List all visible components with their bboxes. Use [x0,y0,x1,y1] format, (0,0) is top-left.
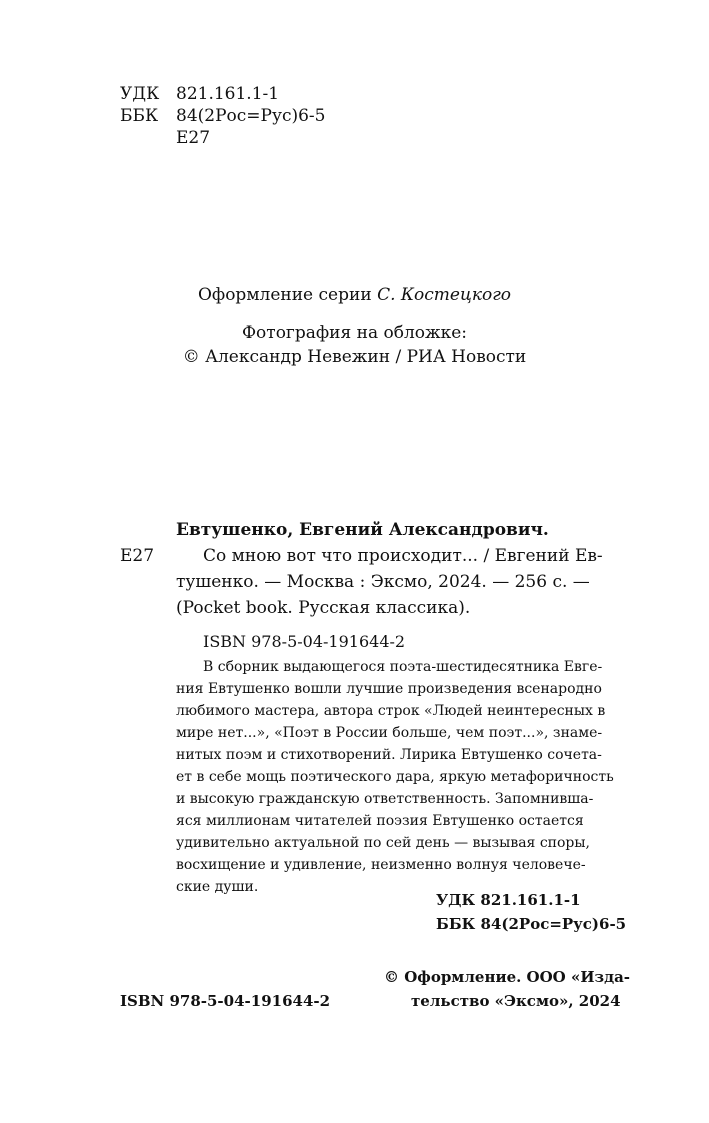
annotation-line-3: любимого мастера, автора строк «Людей неинтересных в [176,703,606,719]
annotation-line-4: мире нет...», «Поэт в России больше, чем поэт...», знаме- [176,725,603,741]
series-design-prefix: Оформление серии [197,285,378,305]
udk-value: 821.161.1-1 [176,84,280,104]
entry-code: Е27 [120,546,155,566]
entry-line-2: тушенко. — Москва : Эксмо, 2024. — 256 с. — [176,572,590,592]
entry-line-1: Со мною вот что происходит... / Евгений Ев- [203,546,603,566]
annotation-line-8: яся миллионам читателей поэзия Евтушенко остается [176,813,584,829]
copyright-line-1: © Оформление. ООО «Изда- [384,968,631,986]
annotation-line-9: удивительно актуальной по сей день — вызывая споры, [176,835,590,851]
cover-photo-label: Фотография на обложке: [241,323,468,343]
bottom-bbk: ББК 84(2Рос=Рус)6-5 [436,915,627,933]
udk-row [120,83,279,105]
bbk-label: ББК [120,106,159,126]
annotation-line-1: В сборник выдающегося поэта-шестидесятника Евге- [203,659,603,675]
annotation-line-10: восхищение и удивление, неизменно волнуя человече- [176,857,586,873]
author-mark-row [120,127,210,149]
bottom-udk: УДК 821.161.1-1 [436,891,581,909]
copyright-line-2: тельство «Эксмо», 2024 [411,992,621,1010]
author-mark: Е27 [176,128,211,148]
bbk-row [120,105,326,127]
bottom-isbn: ISBN 978-5-04-191644-2 [120,992,331,1010]
series-designer: С. Костецкого [377,285,512,305]
annotation-line-5: нитых поэм и стихотворений. Лирика Евтушенко сочета- [176,747,602,763]
entry-author: Евтушенко, Евгений Александрович. [176,520,549,540]
udk-label: УДК [120,84,160,104]
annotation-line-6: ет в себе мощь поэтического дара, яркую метафоричность [176,769,614,785]
annotation-line-11: ские души. [176,879,259,895]
annotation-line-7: и высокую гражданскую ответственность. Запомнивша- [176,791,594,807]
annotation-line-2: ния Евтушенко вошли лучшие произведения всенародно [176,681,602,697]
cover-photo-credit: © Александр Невежин / РИА Новости [182,347,527,367]
bbk-value: 84(2Рос=Рус)6-5 [176,106,326,126]
entry-line-3: (Pocket book. Русская классика). [176,598,471,618]
entry-isbn: ISBN 978-5-04-191644-2 [203,632,406,651]
series-design-credit [0,283,709,307]
